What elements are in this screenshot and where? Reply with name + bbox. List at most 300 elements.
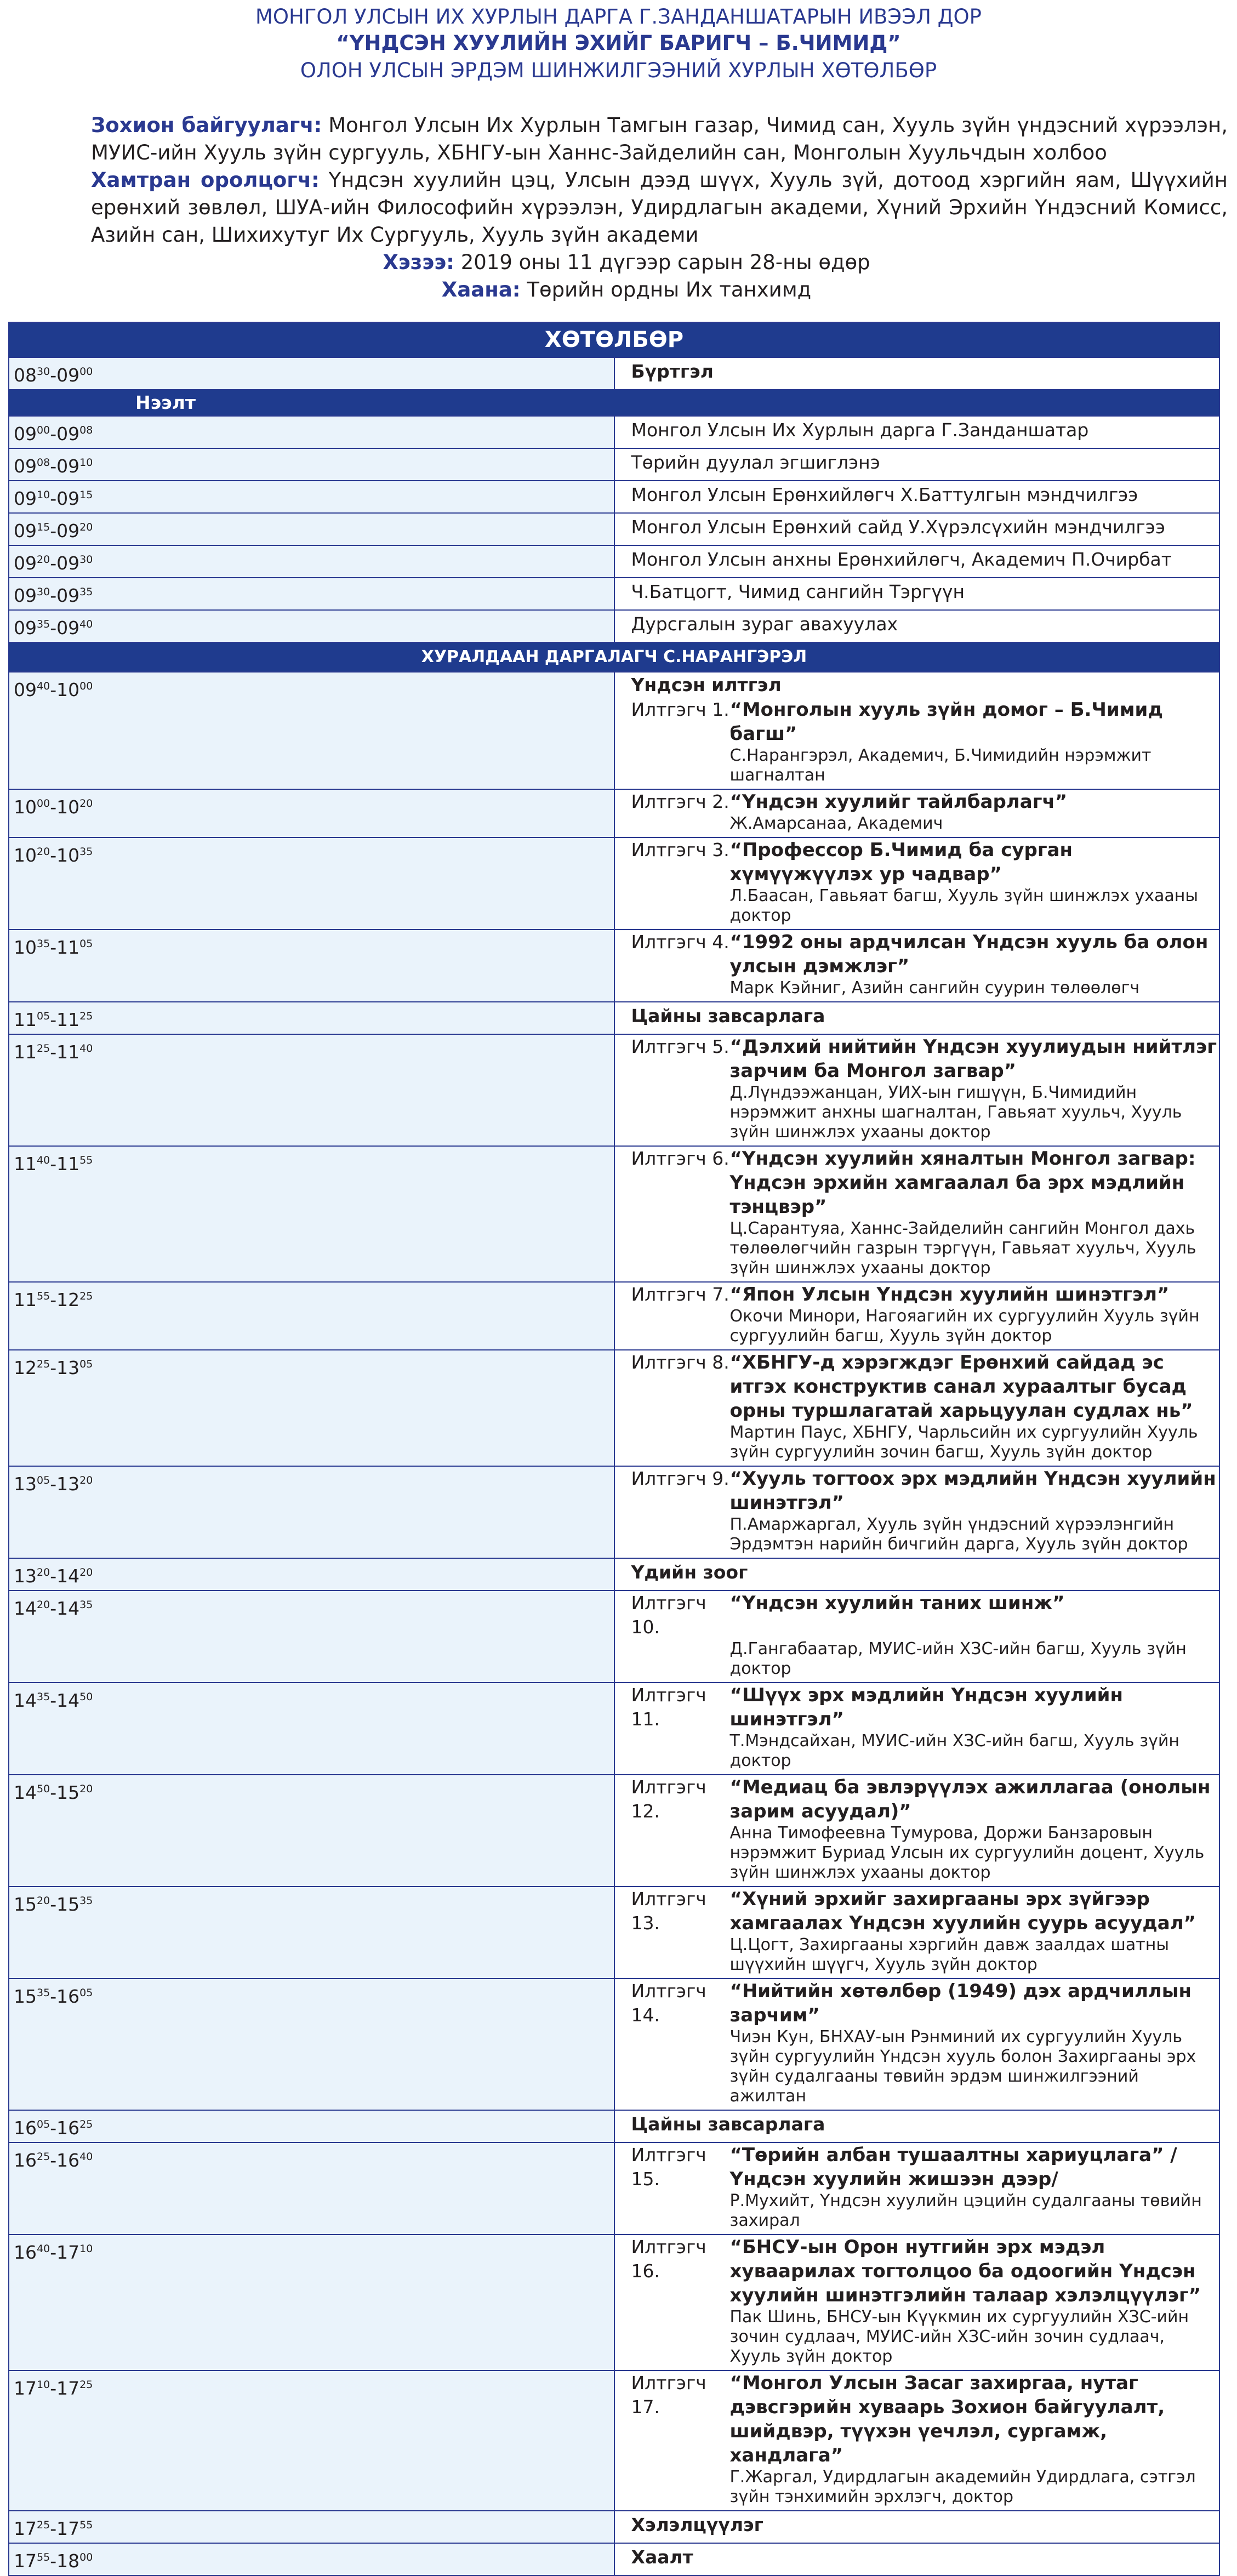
schedule-row xyxy=(9,481,1219,513)
time-start-minute: 10 xyxy=(37,2379,50,2391)
schedule-content xyxy=(614,545,1220,578)
time-start-minute: 30 xyxy=(37,586,50,598)
time-start-hour: 16 xyxy=(14,2117,37,2139)
time-cell xyxy=(9,1034,614,1146)
speaker-label: Илтгэгч 9. xyxy=(631,1468,729,1489)
schedule-content xyxy=(614,416,1220,448)
time-cell xyxy=(9,1979,614,2110)
time-end-hour: 10 xyxy=(56,845,80,866)
talk-content xyxy=(614,1979,1220,2110)
talk-row xyxy=(9,1683,1219,1775)
schedule-row xyxy=(9,513,1219,545)
schedule-content xyxy=(614,481,1220,513)
speaker-label: Илтгэгч 5. xyxy=(631,1036,729,1057)
time-end-hour: 18 xyxy=(56,2550,80,2572)
time-start-hour: 09 xyxy=(14,552,37,574)
time-end-hour: 11 xyxy=(56,1153,80,1175)
speaker-label: Илтгэгч 13. xyxy=(631,1888,706,1934)
time-start-minute: 30 xyxy=(37,366,50,378)
time-cell xyxy=(9,930,614,1002)
header-line-1: МОНГОЛ УЛСЫН ИХ ХУРЛЫН ДАРГА Г.ЗАНДАНШАТАРЫН ИВЭЭЛ ДОР xyxy=(255,5,982,29)
where-label: Хаана: xyxy=(441,278,521,301)
time-start-minute: 40 xyxy=(37,1154,50,1166)
speaker-label: Илтгэгч 6. xyxy=(631,1148,729,1169)
organizer-text: Монгол Улсын Их Хурлын Тамгын газар, Чимид сан, Хууль зүйн үндэсний хүрээлэн, МУИС-ийн Хууль зүйн сургууль, ХБНГУ-ын Ханнс-Зайделийн сан, Монголын Хуульчдын холбоо xyxy=(91,113,1228,164)
time-end-hour: 11 xyxy=(56,1009,80,1030)
time-end-hour: 14 xyxy=(56,1598,80,1619)
time-start-hour: 11 xyxy=(14,1289,37,1310)
time-dash: - xyxy=(50,617,57,639)
organizer-label: Зохион байгуулагч: xyxy=(91,113,322,137)
speaker-label: Илтгэгч 17. xyxy=(631,2372,706,2418)
time-end-hour: 17 xyxy=(56,2378,80,2399)
time-start-minute: 25 xyxy=(37,1358,50,1370)
session-label: Үндсэн илтгэл xyxy=(631,674,782,696)
time-dash: - xyxy=(50,1894,57,1915)
time-end-hour: 14 xyxy=(56,1565,80,1587)
talk-row xyxy=(9,1146,1219,1282)
time-end-minute: 20 xyxy=(79,1566,93,1578)
talk-content xyxy=(614,1591,1220,1683)
time-start-minute: 40 xyxy=(37,680,50,692)
speaker-affiliation: П.Амаржаргал, Хууль зүйн үндэсний хүрээлэнгийн Эрдэмтэн нарийн бичгийн дарга, Хууль зүйн доктор xyxy=(729,1515,1188,1554)
talk-title: “Үндсэн хуулийг тайлбарлагч” xyxy=(729,791,1068,813)
talk-heading xyxy=(631,838,1219,886)
speaker-label: Илтгэгч 12. xyxy=(631,1776,706,1822)
time-dash: - xyxy=(50,1986,57,2007)
talk-content xyxy=(614,930,1220,1002)
time-start-minute: 35 xyxy=(37,618,50,630)
time-end-hour: 09 xyxy=(56,585,80,606)
time-end-hour: 09 xyxy=(56,423,80,444)
talk-content xyxy=(614,1034,1220,1146)
talk-heading xyxy=(631,1683,1219,1731)
when-paragraph xyxy=(9,249,1228,276)
schedule-content xyxy=(614,610,1220,642)
talk-content xyxy=(614,2370,1220,2511)
speaker-affiliation: Ж.Амарсанаа, Академич xyxy=(729,814,943,833)
time-end-minute: 05 xyxy=(79,1987,93,1999)
when-text: 2019 оны 11 дүгээр сарын 28-ны өдөр xyxy=(454,250,870,274)
where-text: Төрийн ордны Их танхимд xyxy=(520,278,812,301)
chair-header-row-text: ХУРАЛДААН ДАРГАЛАГЧ С.НАРАНГЭРЭЛ xyxy=(421,647,807,666)
time-end-minute: 05 xyxy=(79,938,93,950)
time-cell xyxy=(9,2370,614,2511)
time-end-minute: 50 xyxy=(79,1691,93,1703)
header-line-3: ОЛОН УЛСЫН ЭРДЭМ ШИНЖИЛГЭЭНИЙ ХУРЛЫН ХӨТӨЛБӨР xyxy=(300,59,937,82)
time-start-minute: 15 xyxy=(37,521,50,533)
time-start-minute: 50 xyxy=(37,1783,50,1795)
talk-title: “Медиац ба эвлэрүүлэх ажиллагаа (онолын зарим асуудал)” xyxy=(729,1776,1211,1822)
chair-header-row-cell xyxy=(9,642,1219,672)
time-start-hour: 10 xyxy=(14,796,37,818)
time-dash: - xyxy=(50,2518,57,2539)
talk-title: “Монголын хууль зүйн домог – Б.Чимид багш” xyxy=(729,699,1163,745)
speaker-label: Илтгэгч 10. xyxy=(631,1592,706,1638)
talk-content xyxy=(614,2235,1220,2370)
time-start-hour: 10 xyxy=(14,937,37,958)
talk-content xyxy=(614,1282,1220,1350)
time-end-minute: 20 xyxy=(79,797,93,810)
time-cell xyxy=(9,1775,614,1887)
talk-heading xyxy=(631,1350,1219,1423)
schedule-row xyxy=(9,448,1219,481)
time-start-minute: 08 xyxy=(37,457,50,469)
opening-header-row-cell xyxy=(9,390,1219,416)
time-cell xyxy=(9,481,614,513)
time-start-hour: 09 xyxy=(14,679,37,700)
time-start-minute: 35 xyxy=(37,938,50,950)
time-cell xyxy=(9,1887,614,1979)
time-cell xyxy=(9,578,614,610)
time-end-minute: 55 xyxy=(79,2519,93,2531)
time-end-minute: 25 xyxy=(79,2379,93,2391)
time-start-hour: 09 xyxy=(14,617,37,639)
speaker-affiliation: Анна Тимофеевна Тумурова, Доржи Банзаровын нэрэмжит Буриад Улсын их сургуулийн доцент, Хууль зүйн шинжлэх ухааны доктор xyxy=(729,1823,1205,1882)
time-cell xyxy=(9,1466,614,1558)
time-dash: - xyxy=(50,2550,57,2572)
time-cell xyxy=(9,2235,614,2370)
time-start-minute: 25 xyxy=(37,2151,50,2163)
time-end-minute: 35 xyxy=(79,586,93,598)
speaker-affiliation: Д.Гангабаатар, МУИС-ийн ХЗС-ийн багш, Хууль зүйн доктор xyxy=(729,1639,1187,1678)
break-content xyxy=(614,1002,1220,1034)
chair-header-row xyxy=(9,642,1219,672)
time-start-minute: 55 xyxy=(37,1290,50,1302)
talk-row xyxy=(9,1034,1219,1146)
time-end-hour: 09 xyxy=(56,520,80,542)
talk-title: “Нийтийн хөтөлбөр (1949) дэх ардчиллын зарчим” xyxy=(729,1980,1192,2026)
program-title-row-text: ХӨТӨЛБӨР xyxy=(544,327,684,352)
time-dash: - xyxy=(50,2242,57,2263)
time-end-hour: 17 xyxy=(56,2518,80,2539)
speaker-label: Илтгэгч 16. xyxy=(631,2236,706,2282)
time-cell xyxy=(9,2543,614,2575)
talk-heading xyxy=(631,930,1219,978)
time-start-hour: 14 xyxy=(14,1782,37,1803)
time-dash: - xyxy=(50,2150,57,2171)
talk-content xyxy=(614,1683,1220,1775)
talk-title: “Монгол Улсын Засаг захиргаа, нутаг дэвсгэрийн хуваарь Зохион байгуулалт, шийдвэр, түүхэн үечлэл, сургамж, хандлага” xyxy=(729,2372,1165,2466)
talk-title: “1992 оны ардчилсан Үндсэн хууль ба олон улсын дэмжлэг” xyxy=(729,931,1209,977)
talk-title: “Хүний эрхийг захиргааны эрх зүйгээр хамгаалах Үндсэн хуулийн суурь асуудал” xyxy=(729,1888,1196,1934)
schedule-content xyxy=(614,448,1220,481)
time-start-minute: 25 xyxy=(37,2519,50,2531)
time-dash: - xyxy=(50,679,57,700)
time-end-hour: 09 xyxy=(56,364,80,386)
header-line-2: “ҮНДСЭН ХУУЛИЙН ЭХИЙГ БАРИГЧ – Б.ЧИМИД” xyxy=(336,31,901,55)
schedule-content xyxy=(614,513,1220,545)
break-content xyxy=(614,2543,1220,2575)
break-row xyxy=(9,2110,1219,2142)
time-start-minute: 05 xyxy=(37,1010,50,1022)
talk-title: “Дэлхий нийтийн Үндсэн хуулиудын нийтлэг зарчим ба Монгол загвар” xyxy=(729,1036,1217,1082)
time-end-minute: 20 xyxy=(79,1783,93,1795)
talk-heading xyxy=(631,2143,1219,2191)
time-start-hour: 12 xyxy=(14,1357,37,1378)
time-dash: - xyxy=(50,1598,57,1619)
talk-content xyxy=(614,2142,1220,2235)
time-dash: - xyxy=(50,488,57,509)
time-start-minute: 55 xyxy=(37,2551,50,2563)
time-cell xyxy=(9,448,614,481)
time-dash: - xyxy=(50,1357,57,1378)
schedule-row xyxy=(9,610,1219,642)
talk-content xyxy=(614,1887,1220,1979)
schedule-row xyxy=(9,545,1219,578)
when-label: Хэзээ: xyxy=(383,250,454,274)
time-cell xyxy=(9,672,614,789)
partners-label: Хамтран оролцогч: xyxy=(91,168,320,192)
time-end-minute: 15 xyxy=(79,489,93,501)
time-start-hour: 17 xyxy=(14,2378,37,2399)
time-end-minute: 35 xyxy=(79,1599,93,1611)
schedule-row xyxy=(9,357,1219,390)
time-dash: - xyxy=(50,2378,57,2399)
time-dash: - xyxy=(50,364,57,386)
talk-row xyxy=(9,1887,1219,1979)
speaker-label: Илтгэгч 2. xyxy=(631,791,729,812)
time-start-hour: 16 xyxy=(14,2150,37,2171)
program-table xyxy=(8,322,1220,2576)
time-end-hour: 10 xyxy=(56,796,80,818)
time-end-minute: 08 xyxy=(79,424,93,436)
break-text: Цайны завсарлага xyxy=(631,2113,825,2135)
talk-heading xyxy=(631,1467,1219,1515)
time-end-hour: 16 xyxy=(56,1986,80,2007)
break-row xyxy=(9,1558,1219,1591)
talk-title: “Төрийн албан тушаалтны хариуцлага” /Үндсэн хуулийн жишээн дээр/ xyxy=(729,2144,1177,2190)
schedule-text: Дурсгалын зураг авахуулах xyxy=(631,613,898,635)
schedule-text: Монгол Улсын Ерөнхий сайд У.Хүрэлсүхийн мэндчилгээ xyxy=(631,516,1165,538)
time-end-minute: 40 xyxy=(79,1042,93,1055)
break-content xyxy=(614,1558,1220,1591)
time-start-hour: 14 xyxy=(14,1598,37,1619)
time-end-hour: 17 xyxy=(56,2242,80,2263)
talk-row xyxy=(9,789,1219,837)
opening-header-row xyxy=(9,390,1219,416)
talk-content xyxy=(614,1146,1220,1282)
time-start-hour: 11 xyxy=(14,1153,37,1175)
speaker-label: Илтгэгч 1. xyxy=(631,699,729,720)
talk-heading xyxy=(631,1979,1219,2027)
talk-heading xyxy=(631,1775,1219,1823)
speaker-label: Илтгэгч 11. xyxy=(631,1684,706,1730)
schedule-content xyxy=(614,578,1220,610)
schedule-text: Төрийн дуулал эгшиглэнэ xyxy=(631,452,880,473)
time-end-minute: 40 xyxy=(79,2151,93,2163)
speaker-label: Илтгэгч 4. xyxy=(631,931,729,953)
time-dash: - xyxy=(50,1289,57,1310)
time-dash: - xyxy=(50,937,57,958)
time-end-minute: 20 xyxy=(79,521,93,533)
time-end-minute: 00 xyxy=(79,366,93,378)
talk-row xyxy=(9,930,1219,1002)
speaker-affiliation: Л.Баасан, Гавьяат багш, Хууль зүйн шинжлэх ухааны доктор xyxy=(729,886,1199,925)
speaker-affiliation: Чиэн Кун, БНХАУ-ын Рэнминий их сургуулийн Хууль зүйн сургуулийн Үндсэн хууль болон Захиргааны эрх зүйн судалгааны төвийн эрдэм шинжилгээний ажилтан xyxy=(729,2027,1196,2106)
talk-content xyxy=(614,789,1220,837)
time-cell xyxy=(9,513,614,545)
time-cell xyxy=(9,2110,614,2142)
time-dash: - xyxy=(50,796,57,818)
talk-row xyxy=(9,1979,1219,2110)
talk-row xyxy=(9,1282,1219,1350)
schedule-text: Монгол Улсын Их Хурлын дарга Г.Занданшатар xyxy=(631,419,1089,441)
speaker-affiliation: Ц.Цогт, Захиргааны хэргийн давж заалдах шатны шүүхийн шүүгч, Хууль зүйн доктор xyxy=(729,1935,1170,1974)
time-end-hour: 09 xyxy=(56,552,80,574)
time-cell xyxy=(9,545,614,578)
time-cell xyxy=(9,1002,614,1034)
time-end-hour: 11 xyxy=(56,1041,80,1063)
talk-content xyxy=(614,1775,1220,1887)
time-dash: - xyxy=(50,1041,57,1063)
talk-content xyxy=(614,1350,1220,1466)
time-start-hour: 13 xyxy=(14,1565,37,1587)
time-cell xyxy=(9,1558,614,1591)
time-dash: - xyxy=(50,1782,57,1803)
speaker-affiliation: Мартин Паус, ХБНГУ, Чарльсийн их сургуулийн Хууль зүйн сургуулийн зочин багш, Хууль зүйн доктор xyxy=(729,1423,1198,1462)
time-cell xyxy=(9,837,614,930)
time-dash: - xyxy=(50,2117,57,2139)
time-end-minute: 00 xyxy=(79,680,93,692)
talk-heading xyxy=(631,2235,1219,2307)
schedule-text: Монгол Улсын анхны Ерөнхийлөгч, Академич П.Очирбат xyxy=(631,549,1172,570)
break-row xyxy=(9,1002,1219,1034)
time-end-minute: 10 xyxy=(79,457,93,469)
time-start-hour: 17 xyxy=(14,2550,37,2572)
time-start-hour: 17 xyxy=(14,2518,37,2539)
time-start-minute: 35 xyxy=(37,1691,50,1703)
time-end-hour: 16 xyxy=(56,2117,80,2139)
talk-row xyxy=(9,2142,1219,2235)
talk-heading xyxy=(631,1283,1219,1307)
time-start-hour: 13 xyxy=(14,1473,37,1495)
speaker-affiliation: Р.Мухийт, Үндсэн хуулийн цэцийн судалгааны төвийн захирал xyxy=(729,2191,1202,2230)
time-start-minute: 40 xyxy=(37,2243,50,2255)
break-content xyxy=(614,2511,1220,2543)
time-start-minute: 20 xyxy=(37,846,50,858)
schedule-text: Ч.Батцогт, Чимид сангийн Тэргүүн xyxy=(631,581,965,602)
talk-content xyxy=(614,837,1220,930)
time-start-hour: 11 xyxy=(14,1009,37,1030)
partners-paragraph xyxy=(9,167,1228,249)
time-end-hour: 11 xyxy=(56,937,80,958)
time-dash: - xyxy=(50,552,57,574)
speaker-affiliation: Ц.Сарантуяа, Ханнс-Зайделийн сангийн Монгол дахь төлөөлөгчийн газрын тэргүүн, Гавьяат хуульч, Хууль зүйн шинжлэх ухааны доктор xyxy=(729,1219,1196,1278)
time-end-minute: 05 xyxy=(79,1358,93,1370)
time-end-minute: 40 xyxy=(79,618,93,630)
time-cell xyxy=(9,1282,614,1350)
time-end-minute: 00 xyxy=(79,2551,93,2563)
time-end-hour: 10 xyxy=(56,679,80,700)
time-start-hour: 16 xyxy=(14,2242,37,2263)
time-dash: - xyxy=(50,1153,57,1175)
partners-text: Үндсэн хуулийн цэц, Улсын дээд шүүх, Хууль зүй, дотоод хэргийн яам, Шүүхийн ерөнхий зөвлөл, ШУА-ийн Философийн хүрээлэн, Удирдлагын академи, Хүний Эрхийн Үндэсний Комисс, Азийн сан, Шихихутуг Их Сургууль, Хууль зүйн академи xyxy=(91,168,1228,247)
time-end-minute: 10 xyxy=(79,2243,93,2255)
time-cell xyxy=(9,1683,614,1775)
time-cell xyxy=(9,1591,614,1683)
program-title-row-cell xyxy=(9,322,1219,357)
talk-heading xyxy=(631,2371,1219,2467)
talk-heading xyxy=(631,1035,1219,1083)
talk-title: “Үндсэн хуулийн хяналтын Монгол загвар: Үндсэн эрхийн хамгаалал ба эрх мэдлийн тэнцвэр” xyxy=(729,1148,1196,1218)
where-paragraph xyxy=(9,276,1228,304)
break-text: Үдийн зоог xyxy=(631,1561,748,1583)
time-cell xyxy=(9,789,614,837)
time-dash: - xyxy=(50,845,57,866)
time-start-minute: 20 xyxy=(37,1566,50,1578)
time-start-minute: 20 xyxy=(37,554,50,566)
speaker-affiliation: Д.Лүндээжанцан, УИХ-ын гишүүн, Б.Чимидийн нэрэмжит анхны шагналтан, Гавьяат хуульч, Хууль зүйн шинжлэх ухааны доктор xyxy=(729,1083,1182,1142)
talk-row xyxy=(9,1775,1219,1887)
time-cell xyxy=(9,1146,614,1282)
time-end-hour: 09 xyxy=(56,455,80,477)
speaker-affiliation: Г.Жаргал, Удирдлагын академийн Удирдлага, сэтгэл зүйн тэнхимийн эрхлэгч, доктор xyxy=(729,2467,1196,2506)
time-start-hour: 09 xyxy=(14,585,37,606)
talk-row xyxy=(9,1466,1219,1558)
schedule-row xyxy=(9,578,1219,610)
time-end-minute: 25 xyxy=(79,1290,93,1302)
talk-row xyxy=(9,672,1219,789)
time-cell xyxy=(9,610,614,642)
time-end-minute: 55 xyxy=(79,1154,93,1166)
time-end-hour: 14 xyxy=(56,1690,80,1711)
talk-title: “Япон Улсын Үндсэн хуулийн шинэтгэл” xyxy=(729,1284,1170,1306)
time-cell xyxy=(9,2142,614,2235)
talk-title: “Хууль тогтоох эрх мэдлийн Үндсэн хуулийн шинэтгэл” xyxy=(729,1468,1216,1514)
break-content xyxy=(614,2110,1220,2142)
schedule-text: Монгол Улсын Ерөнхийлөгч Х.Баттулгын мэндчилгээ xyxy=(631,484,1138,505)
time-start-minute: 00 xyxy=(37,424,50,436)
talk-heading xyxy=(631,1887,1219,1935)
talk-content xyxy=(614,1466,1220,1558)
talk-heading xyxy=(631,1591,1219,1639)
talk-title: “Үндсэн хуулийн таних шинж” xyxy=(729,1592,1065,1614)
talk-content xyxy=(614,672,1220,789)
talk-title: “Шүүх эрх мэдлийн Үндсэн хуулийн шинэтгэл” xyxy=(729,1684,1123,1730)
time-end-hour: 16 xyxy=(56,2150,80,2171)
talk-row xyxy=(9,837,1219,930)
time-dash: - xyxy=(50,1473,57,1495)
time-start-hour: 14 xyxy=(14,1690,37,1711)
time-start-minute: 05 xyxy=(37,1474,50,1486)
talk-row xyxy=(9,1350,1219,1466)
time-dash: - xyxy=(50,455,57,477)
time-end-minute: 35 xyxy=(79,846,93,858)
talk-heading xyxy=(631,1147,1219,1219)
time-start-minute: 10 xyxy=(37,489,50,501)
schedule-row xyxy=(9,416,1219,448)
speaker-affiliation: Марк Кэйниг, Азийн сангийн суурин төлөөлөгч xyxy=(729,978,1140,998)
time-start-hour: 11 xyxy=(14,1041,37,1063)
time-start-minute: 35 xyxy=(37,1987,50,1999)
time-end-hour: 09 xyxy=(56,488,80,509)
time-end-minute: 35 xyxy=(79,1895,93,1907)
talk-row xyxy=(9,2370,1219,2511)
time-start-hour: 09 xyxy=(14,423,37,444)
break-text: Хаалт xyxy=(631,2546,693,2568)
break-text: Хэлэлцүүлэг xyxy=(631,2514,763,2535)
time-start-hour: 09 xyxy=(14,455,37,477)
time-end-minute: 30 xyxy=(79,554,93,566)
talk-heading xyxy=(631,790,1219,814)
talk-title: “БНСУ-ын Орон нутгийн эрх мэдэл хуваарилах тогтолцоо ба одоогийн Үндсэн хуулийн шинэтгэлийн талаар хэлэлцүүлэг” xyxy=(729,2236,1201,2306)
talk-row xyxy=(9,1591,1219,1683)
time-end-minute: 25 xyxy=(79,1010,93,1022)
time-end-hour: 13 xyxy=(56,1357,80,1378)
time-start-minute: 25 xyxy=(37,1042,50,1055)
time-dash: - xyxy=(50,520,57,542)
